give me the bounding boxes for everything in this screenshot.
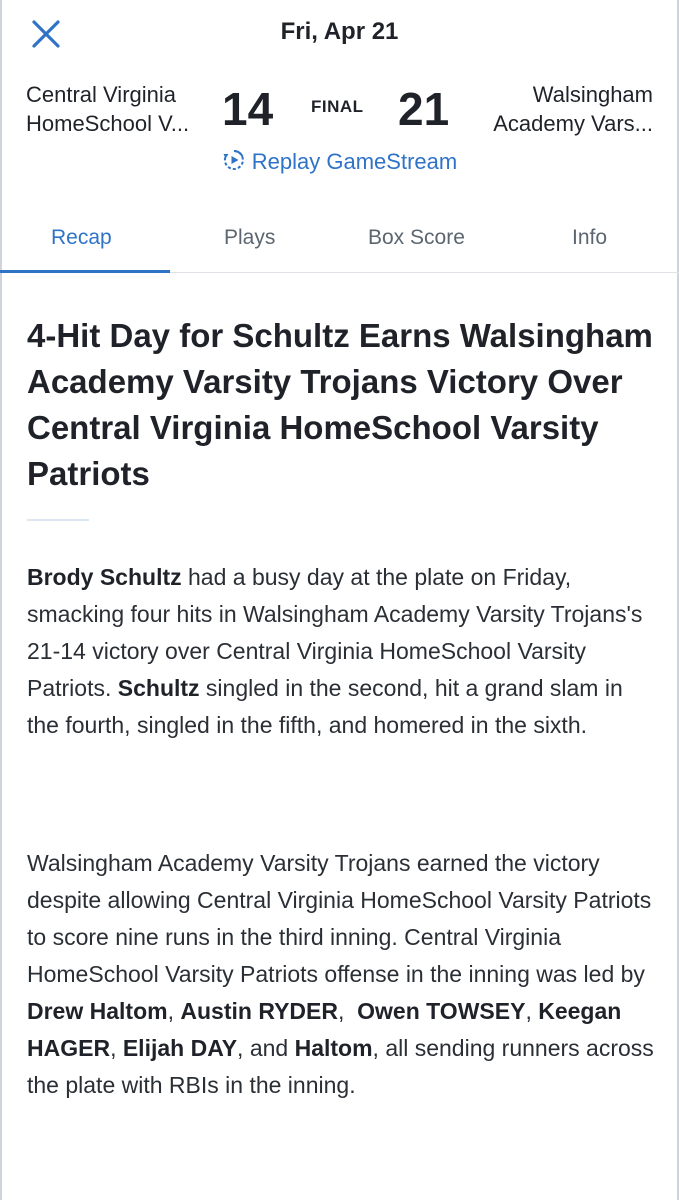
active-tab-indicator: [0, 270, 170, 273]
headline-divider: [27, 519, 89, 521]
tab-plays[interactable]: Plays: [224, 226, 276, 249]
replay-gamestream-link[interactable]: [0, 148, 679, 178]
player-name: Brody Schultz: [27, 564, 182, 590]
tab-info[interactable]: Info: [572, 226, 608, 249]
recap-paragraph-1: Brody Schultz had a busy day at the plate on Friday, smacking four hits in Walsingham Academy Varsity Trojans's 21-14 victory over Central Virginia HomeSchool Varsity Patriots. Schultz singled in the second, hit a grand slam in the fourth, singled in the fifth, and homered in the sixth.: [27, 564, 643, 738]
player-name: Owen TOWSEY: [357, 998, 526, 1024]
home-team-score: 14: [222, 83, 274, 135]
game-status: FINAL: [311, 97, 364, 116]
tab-recap[interactable]: Recap: [51, 226, 112, 249]
player-name: Haltom: [294, 1035, 373, 1061]
tab-box-score[interactable]: Box Score: [368, 226, 465, 249]
game-date: Fri, Apr 21: [280, 18, 399, 45]
tab-bar: [0, 212, 679, 273]
replay-icon: [222, 148, 246, 178]
recap-paragraph-2: Walsingham Academy Varsity Trojans earned the victory despite allowing Central Virginia HomeSchool Varsity Patriots to score nine runs in the third inning. Central Virginia HomeSchool Varsity Patriots offense in the inning was led by Drew Haltom, Austin RYDER, Owen TOWSEY, Keegan HAGER, Elijah DAY, and Haltom, all sending runners across the plate with RBIs in the inning.: [27, 850, 654, 1098]
player-name: Austin RYDER: [180, 998, 338, 1024]
home-team-name[interactable]: Central Virginia HomeSchool V...: [26, 82, 190, 136]
replay-label: Replay GameStream: [251, 149, 458, 174]
player-name: Drew Haltom: [27, 998, 168, 1024]
away-team-score: 21: [398, 83, 450, 135]
player-name: Elijah DAY: [122, 1035, 238, 1061]
player-name: Schultz: [117, 675, 200, 701]
player-name: Keegan HAGER: [27, 998, 622, 1061]
recap-headline: 4-Hit Day for Schultz Earns Walsingham Academy Varsity Trojans Victory Over Central Virginia HomeSchool Varsity Patriots: [27, 317, 653, 492]
away-team-name[interactable]: Walsingham Academy Vars...: [493, 82, 653, 136]
